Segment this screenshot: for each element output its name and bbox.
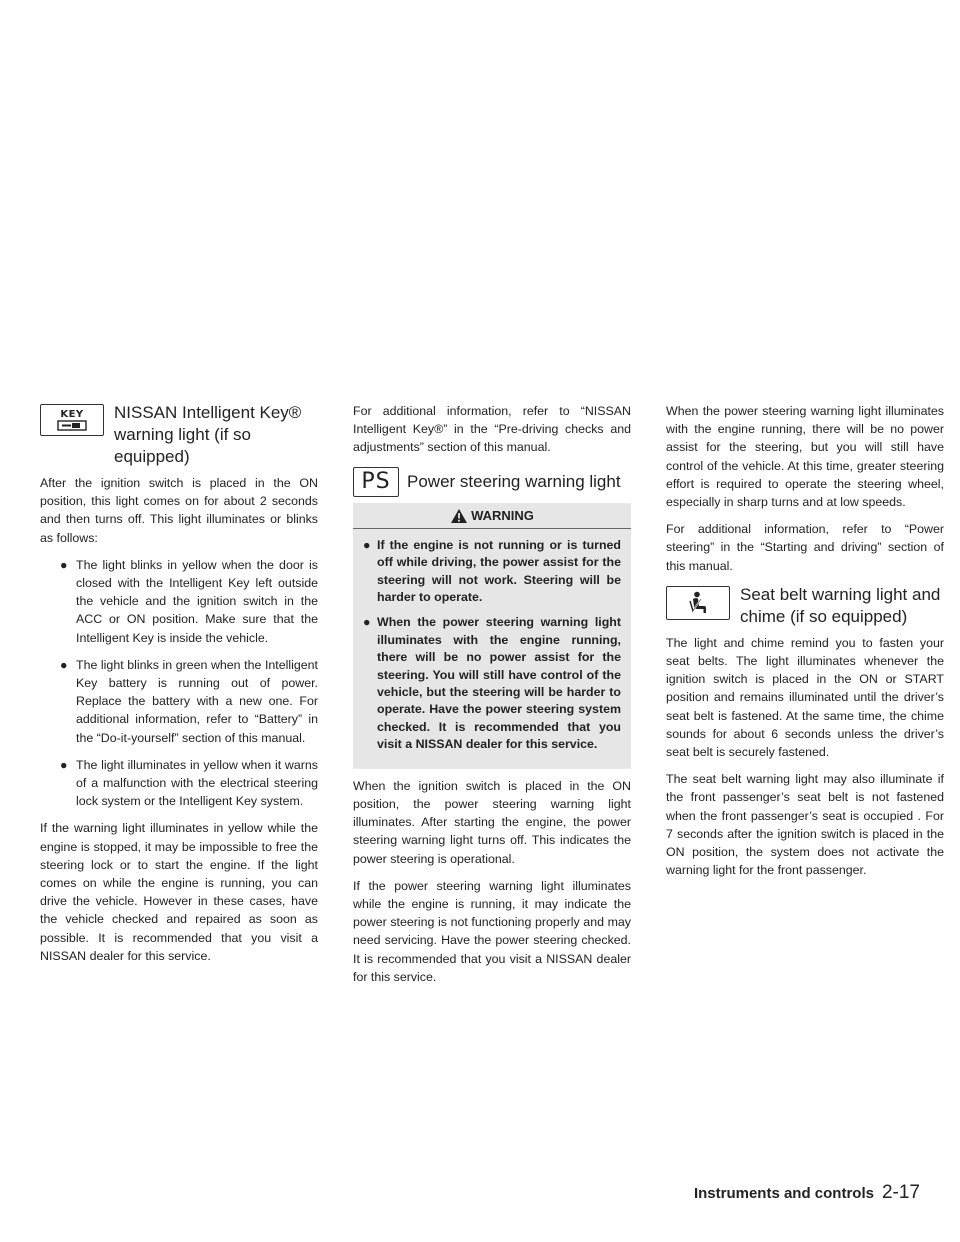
warning-triangle-icon [450, 508, 468, 524]
power-steering-heading [353, 467, 631, 497]
power-steering-icon [353, 467, 399, 497]
key-warning-heading [40, 402, 318, 468]
bullet-icon: ● [60, 657, 68, 672]
seat-belt-heading [666, 584, 944, 628]
column-right [666, 402, 944, 888]
key-warning-list [40, 556, 318, 811]
power-steering-title: Power steering warning light [407, 471, 621, 491]
seat-belt-paragraph: The light and chime remind you to fasten your seat belts. The light illuminates whenever the ignition switch is placed in the ON or START position and remains illuminated until the driver’s seat belt is fastened. At the same time, the chime sounds for about 6 seconds unless the driver’s seat belt is securely fastened. [666, 635, 944, 760]
key-warning-title-line1: NISSAN Intelligent Key® [114, 403, 302, 422]
bullet-icon: ● [363, 615, 371, 630]
warning-box [353, 503, 631, 769]
key-fob-icon [57, 420, 87, 431]
column-middle [353, 402, 631, 995]
power-steering-paragraph: If the power steering warning light illuminates while the engine is running, it may indicate the power steering is not functioning properly and may need servicing. Have the power steering checked. It is recommended that you visit a NISSAN dealer for this service. [353, 878, 631, 984]
key-warning-reference: For additional information, refer to “NISSAN Intelligent Key®” in the “Pre-driving checks and adjustments” section of this manual. [353, 404, 631, 455]
key-warning-intro: After the ignition switch is placed in the ON position, this light comes on for about 2 seconds and then turns off. This light illuminates or blinks as follows: [40, 476, 318, 545]
intelligent-key-icon [40, 404, 104, 436]
page-number: 2-17 [881, 1182, 920, 1203]
list-item: ● The light illuminates in yellow when it warns of a malfunction with the electrical steering lock system or the Intelligent Key system. [60, 757, 318, 809]
column-left [40, 402, 318, 974]
seat-belt-paragraph: The seat belt warning light may also illuminate if the front passenger’s seat belt is not fastened when the front passenger’s seat is occupied . For 7 seconds after the ignition switch is placed in the ON position, the system does not activate the warning light for the front passenger. [666, 772, 944, 878]
bullet-icon: ● [60, 557, 68, 572]
list-item: ● The light blinks in green when the Intelligent Key battery is running out of power. Replace the battery with a new one. For additional information, refer to “Battery” in the “Do-it-yourself” section of this manual. [60, 657, 318, 745]
list-item: ● When the power steering warning light illuminates with the engine running, there will be no power assist for the steering. You will still have control of the vehicle, but the steering will be harder to operate. Have the power steering system checked. It is recommended that you visit a NISSAN dealer for this service. [363, 615, 621, 752]
power-steering-paragraph: When the power steering warning light illuminates with the engine running, there will be no power assist for the steering, but you will still have control of the vehicle. At this time, greater steering effort is required to operate the steering wheel, especially in sharp turns and at low speeds. [666, 404, 944, 510]
key-warning-paragraph: If the warning light illuminates in yellow while the engine is stopped, it may be impossible to free the steering lock or to start the engine. If the light comes on while the engine is running, you can drive the vehicle. However in these cases, have the vehicle checked and repaired as soon as possible. It is recommended that you visit a NISSAN dealer for this service. [40, 821, 318, 963]
warning-list [363, 537, 621, 754]
seat-belt-title-line1: Seat belt warning light and [740, 584, 941, 604]
warning-header [353, 503, 631, 529]
seat-belt-title-line2: chime (if so equipped) [740, 606, 908, 626]
warning-label: WARNING [471, 507, 534, 523]
footer-section-title: Instruments and controls [693, 1185, 874, 1202]
power-steering-paragraph: When the ignition switch is placed in the ON position, the power steering warning light illuminates. After starting the engine, the power steering warning light turns off. This indicates the power steering is operational. [353, 778, 631, 866]
seat-belt-icon [666, 586, 730, 620]
bullet-icon: ● [60, 757, 68, 772]
ps-icon-label: PS [361, 468, 391, 494]
list-item: ● The light blinks in yellow when the door is closed with the Intelligent Key left outside the vehicle and the ignition switch in the ACC or ON position. Make sure that the Intelligent Key is inside the vehicle. [60, 557, 318, 645]
power-steering-reference: For additional information, refer to “Power steering” in the “Starting and driving” section of this manual. [666, 522, 944, 573]
key-icon-label: KEY [60, 408, 84, 420]
key-warning-title-line2: warning light (if so equipped) [114, 425, 252, 466]
page-footer [694, 1182, 920, 1204]
seated-person-icon [687, 591, 709, 615]
bullet-icon: ● [363, 537, 371, 552]
list-item: ● If the engine is not running or is turned off while driving, the power assist for the steering will not work. Steering will be harder to operate. [363, 537, 621, 605]
